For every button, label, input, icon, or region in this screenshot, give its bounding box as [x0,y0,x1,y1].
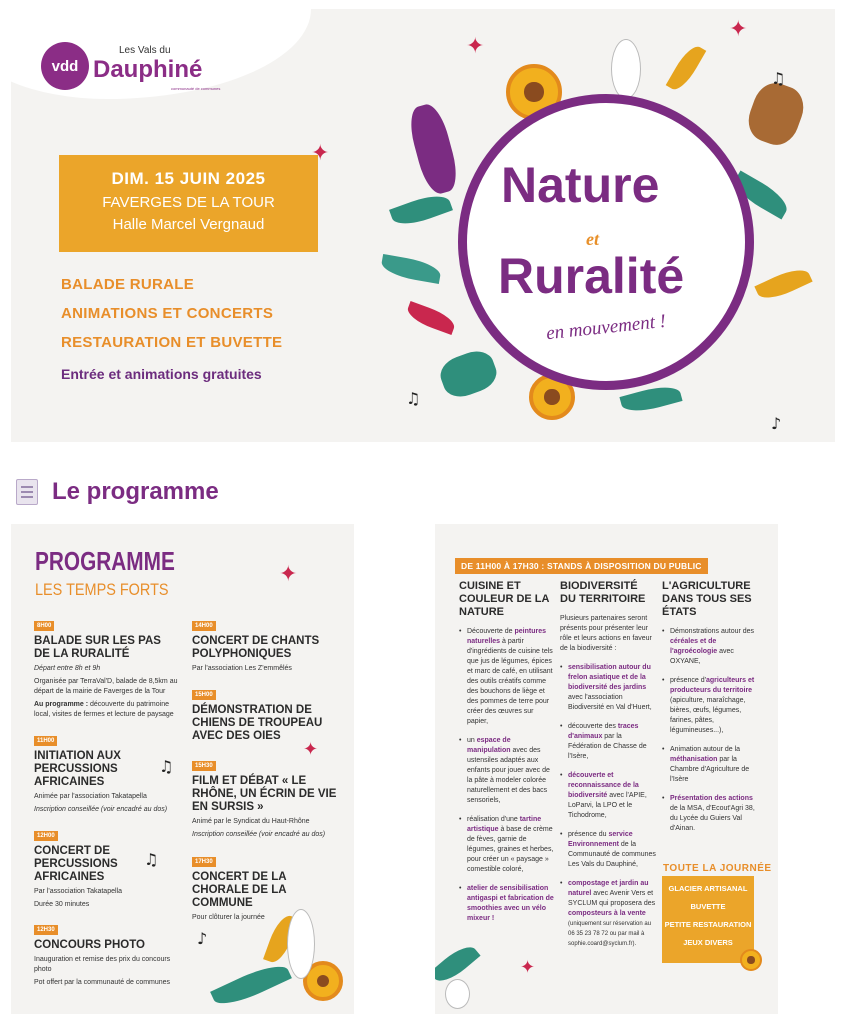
logo-top-text: Les Vals du [119,45,171,56]
music-note-icon: ♫ [159,757,174,776]
event-time: 15H00 [192,690,216,700]
column-title: CUISINE ET COULEUR DE LA NATURE [459,580,550,618]
event-date: DIM. 15 JUIN 2025 [111,169,266,188]
list-item: • compostage et jardin au naturel avec Avenir Vers et SYCLUM qui proposera des composteurs à la vente (uniquement sur réservation au 06 35 23 78 72 ou par mail à sophie.coard@syclum.fr). [560,879,656,949]
stands-banner: DE 11H00 À 17H30 : STANDS À DISPOSITION DU PUBLIC [455,558,708,574]
leaf-icon [389,189,453,230]
event-detail: Pot offert par la communauté de communes [34,979,171,986]
event-detail: Départ entre 8h et 9h [34,665,101,672]
list-item: • atelier de sensibilisation antigaspi et fabrication de smoothies avec un vélo mixeur ! [459,884,555,924]
event-detail: Animé par le Syndicat du Haut-Rhône [192,818,310,825]
event-time: 12H30 [34,925,58,935]
dancer-icon [436,346,501,402]
program-title: PROGRAMME [35,546,175,576]
list-item: • un espace de manipulation avec des ustensiles adaptés aux enfants pour jouer avec de la pâte à modeler colorée naturellement et des bacs sensoriels, [459,736,555,806]
list-item: • découverte des traces d'animaux par la Fédération de Chasse de l'Isère, [560,722,656,762]
logo-main-text: Dauphiné [93,56,203,83]
program-event [34,727,179,815]
list-item: • Animation autour de la méthanisation par la Chambre d'Agriculture de l'Isère [662,745,758,785]
leaf-icon [210,958,292,1012]
title-et: et [586,229,599,249]
all-day-box [662,876,754,963]
event-venue: Halle Marcel Vergnaud [112,216,265,233]
leaf-icon [754,263,812,304]
event-detail: Inscription conseillée (voir encadré au dos) [34,806,168,813]
highlight-2: ANIMATIONS ET CONCERTS [61,305,274,322]
butterfly-icon: ✦ [466,34,485,59]
event-title: DÉMONSTRATION DE CHIENS DE TROUPEAU AVEC DES OIES [192,704,323,742]
column-intro: Plusieurs partenaires seront présents pour présenter leur rôle et leurs actions en faveur de la biodiversité : [560,615,652,652]
event-time: 14H00 [192,621,216,631]
list-item: • Présentation des actions de la MSA, d'Ecout'Agri 38, du Lycée du Guiers Val d'Ainan. [662,794,758,834]
event-detail: Organisée par TerraVal'D, balade de 8,5km au départ de la mairie de Faverges de la Tour [34,678,178,695]
event-title: BALADE SUR LES PAS DE LA RURALITÉ [34,635,161,660]
section-heading-text: Le programme [52,478,219,505]
butterfly-icon: ✦ [520,957,536,978]
logo-mark: vdd [41,42,89,90]
music-note-icon: ♪ [197,929,208,948]
music-note-icon: ♫ [406,389,421,408]
event-detail-label: Au programme : [34,701,89,708]
program-event [34,612,179,720]
event-title: CONCOURS PHOTO [34,939,145,951]
event-time: 17H30 [192,857,216,867]
title-circle [458,94,754,390]
document-icon [16,479,38,505]
music-note-icon: ♫ [144,850,159,869]
event-detail: Inauguration et remise des prix du concours photo [34,956,171,973]
drum-icon [742,77,810,150]
column-title: BIODIVERSITÉ DU TERRITOIRE [560,580,646,605]
event-title: CONCERT DE CHANTS POLYPHONIQUES [192,635,320,660]
event-detail: découverte du patrimoine local, visites de fermes et lecture de paysage [34,701,174,718]
goose-icon [445,979,470,1009]
column-agriculture [662,580,758,843]
highlight-3: RESTAURATION ET BUVETTE [61,334,283,351]
column-title: L'AGRICULTURE DANS TOUS SES ÉTATS [662,580,752,618]
bee-icon [740,949,762,971]
program-event [34,822,179,910]
music-note-icon: ♪ [771,414,782,433]
event-title: CONCERT DE PERCUSSIONS AFRICAINES [34,845,118,883]
logo-sub-text: communauté de communes [171,86,221,91]
column-cuisine [459,580,555,933]
all-day-item: GLACIER ARTISANAL [668,884,748,893]
event-time: 12H00 [34,831,58,841]
all-day-item: JEUX DIVERS [683,938,733,947]
list-item: • Démonstrations autour des céréales et de l'agroécologie avec OXYANE, [662,627,758,667]
goose-icon [611,39,641,99]
butterfly-icon: ✦ [311,141,330,166]
event-time: 11H00 [34,736,57,746]
program-event [192,848,337,923]
event-detail: Par l'association Takatapella [34,888,122,895]
event-poster [11,9,835,442]
event-detail: Inscription conseillée (voir encadré au dos) [192,831,326,838]
title-nature: Nature [501,157,660,213]
program-page-back [435,524,778,1014]
list-item: • réalisation d'une tartine artistique à base de crème de fèves, garnie de légumes, graines et herbes, pour créer un « paysage » comestible coloré, [459,815,555,875]
event-title: INITIATION AUX PERCUSSIONS AFRICAINES [34,750,121,788]
event-title: CONCERT DE LA CHORALE DE LA COMMUNE [192,871,287,909]
all-day-heading: TOUTE LA JOURNÉE [663,863,772,874]
event-town: FAVERGES DE LA TOUR [102,194,275,211]
butterfly-icon: ✦ [303,739,319,760]
event-detail: Animée par l'association Takatapella [34,793,147,800]
program-subtitle: LES TEMPS FORTS [35,580,169,599]
section-heading [16,478,219,506]
title-tagline: en mouvement ! [545,310,667,345]
dancer-icon [405,101,462,197]
program-event [192,681,337,743]
event-detail: Durée 30 minutes [34,901,90,908]
list-item: • Découverte de peintures naturelles à partir d'ingrédients de cuisine tels que jus de légumes, épices et marc de café, en utilisant des outils créatifs comme des bouchons de liège et des pommes de terre pour créer des œuvres sur papier, [459,627,555,727]
title-ruralite: Ruralité [498,248,685,304]
free-entry-text: Entrée et animations gratuites [61,366,262,382]
list-item: • présence du service Environnement de la Communauté de communes Les Vals du Dauphiné, [560,830,656,870]
event-detail: Pour clôturer la journée [192,914,265,921]
event-time: 15H30 [192,761,216,771]
list-item: • sensibilisation autour du frelon asiatique et de la biodiversité des jardins avec l'association Biodiversité en Val d'Huert, [560,663,656,713]
event-detail: Par l'association Les Z'emmêlés [192,665,292,672]
all-day-item: PETITE RESTAURATION [664,920,752,929]
butterfly-icon: ✦ [729,17,748,42]
column-biodiversite [560,580,656,958]
program-event [192,752,337,840]
date-box [59,155,318,252]
leaf-icon [404,301,457,335]
highlight-1: BALADE RURALE [61,276,195,293]
list-item: • présence d'agriculteurs et producteurs du territoire (apiculture, maraîchage, bières, œufs, légumes, farines, pâtes, légumineuses...), [662,676,758,736]
wheat-icon [666,42,707,94]
list-item: • découverte et reconnaissance de la biodiversité avec l'APIE, LoParvi, la LPO et le Tichodrome, [560,771,656,821]
event-time: 8H00 [34,621,54,631]
program-event [192,612,337,674]
program-page-front [11,524,354,1014]
all-day-item: BUVETTE [690,902,726,911]
butterfly-icon: ✦ [279,562,298,587]
music-note-icon: ♫ [771,69,786,88]
event-title: FILM ET DÉBAT « LE RHÔNE, UN ÉCRIN DE VIE EN SURSIS » [192,775,337,813]
program-event [34,916,179,988]
leaf-icon [380,254,443,284]
